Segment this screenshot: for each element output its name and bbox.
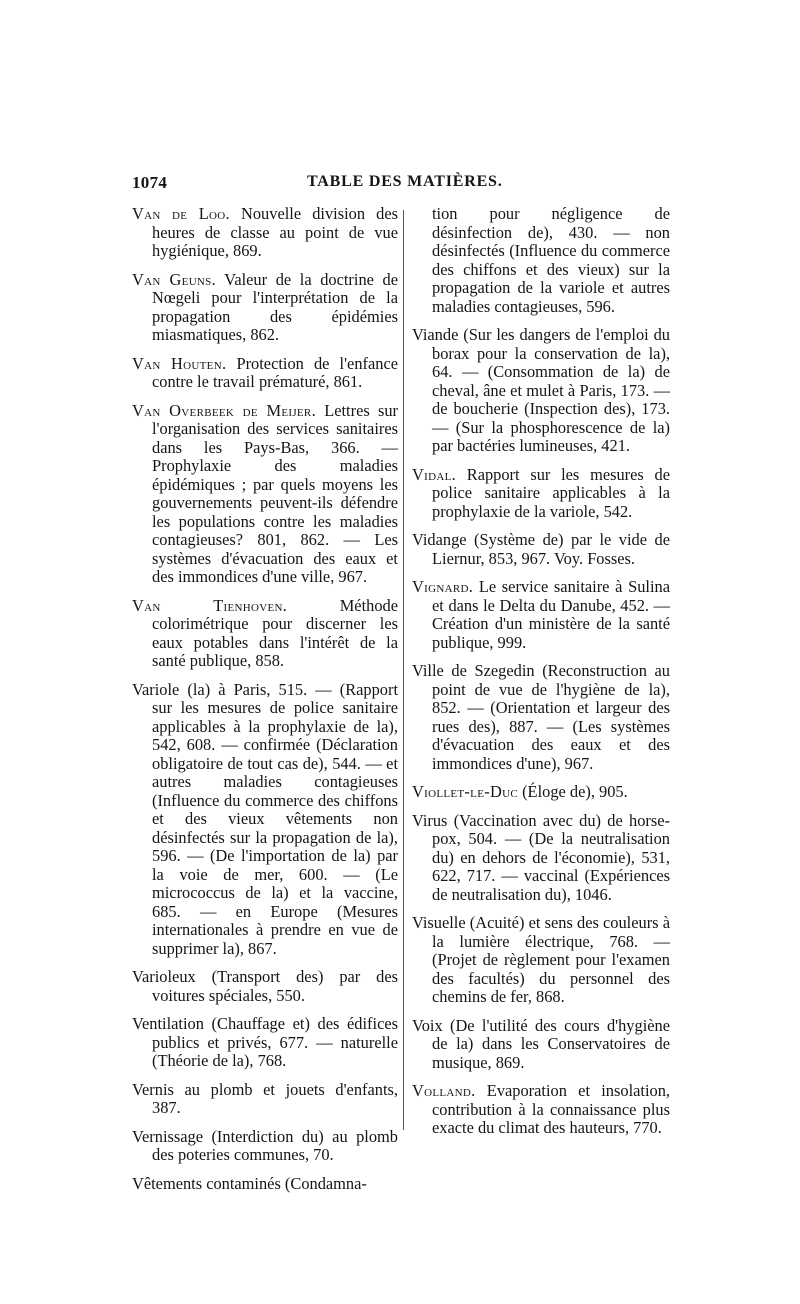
entry-heading: Vignard. xyxy=(412,577,474,596)
entry-text: Valeur de la doctrine de Nœgeli pour l'interprétation de la propagation des épidémies miasmatiques, 862. xyxy=(152,269,398,344)
entry-text: Nouvelle division des heures de classe au point de vue hygiénique, 869. xyxy=(152,204,398,260)
entry-heading: Van Houten. xyxy=(132,353,227,373)
index-entry xyxy=(132,271,398,345)
index-entry xyxy=(412,466,670,522)
column-divider xyxy=(403,210,404,1130)
index-entry xyxy=(412,1082,670,1138)
entry-text: Le service sanitaire à Sulina et dans le Delta du Danube, 452. — Création d'un ministère de la santé publique, 999. xyxy=(432,577,670,652)
index-entry xyxy=(412,1017,670,1073)
entry-text: Virus (Vaccination avec du) de horse-pox, 504. — (De la neutralisation du) en dehors de l'économie), 531, 622, 717. — vaccinal (Expériences de neutralisation du), 1046. xyxy=(412,810,670,904)
entry-text: Variole (la) à Paris, 515. — (Rapport sur les mesures de police sanitaire applicables à la prophylaxie de la), 542, 608. — confirmée (Déclaration obligatoire de tout cas de), 544. — et autres maladies contagieuses (Influence du commerce des chiffons et des vieux vêtements non désinfectés sur la propagation de la), 596. — (De l'importation de la) par la voie de mer, 600. — (Le micrococcus de la) et la vaccine, 685. — en Europe (Mesures internationales à prendre en vue de supprimer la), 867. xyxy=(132,679,398,958)
index-entry xyxy=(412,783,670,802)
entry-heading: Van Tienhoven. xyxy=(132,595,288,615)
entry-text: Voix (De l'utilité des cours d'hygiène de la) dans les Conservatoires de musique, 869. xyxy=(412,1015,670,1072)
entry-text: Lettres sur l'organisation des services sanitaires dans les Pays-Bas, 366. — Prophylaxie des maladies épidémiques ; par quels moyens les gouvernements peuvent-ils défendre les populations contre les maladies contagieuses? 801, 862. — Les systèmes d'évacuation des eaux et des immondices d'une ville, 967. xyxy=(152,400,398,586)
entry-text: Viande (Sur les dangers de l'emploi du borax pour la conservation de la), 64. — (Consommation de la) de cheval, âne et mulet à Paris, 173. — de boucherie (Inspection des), 173. — (Sur la phosphorescence de la) par bactéries lumineuses, 421. xyxy=(412,325,670,455)
entry-heading: Van Overbeek de Meijer. xyxy=(132,400,316,420)
index-entry xyxy=(412,205,670,316)
entry-text: Varioleux (Transport des) par des voitures spéciales, 550. xyxy=(132,967,398,1005)
entry-text: Vêtements contaminés (Condamna- xyxy=(132,1173,367,1193)
entry-text: Ville de Szegedin (Reconstruction au point de vue de l'hygiène de la), 852. — (Orientation et largeur des rues des), 887. — (Les systèmes d'évacuation des eaux et des immondices d'une), 967. xyxy=(412,661,670,773)
entry-text: Vidange (Système de) par le vide de Liernur, 853, 967. Voy. Fosses. xyxy=(412,530,670,568)
entry-text: Vernis au plomb et jouets d'enfants, 387. xyxy=(132,1079,398,1117)
entry-text: Méthode colorimétrique pour discerner les eaux potables dans l'intérêt de la santé publique, 858. xyxy=(152,595,398,670)
entry-text: Protection de l'enfance contre le travail prématuré, 861. xyxy=(152,353,399,391)
entry-text: Vernissage (Interdiction du) au plomb des poteries communes, 70. xyxy=(132,1126,398,1164)
index-entry xyxy=(132,1175,398,1194)
left-column xyxy=(132,205,398,1203)
index-entry xyxy=(132,205,398,261)
page-header xyxy=(0,173,800,197)
index-entry xyxy=(412,812,670,905)
entry-heading: Viollet-le-Duc xyxy=(412,782,518,801)
entry-heading: Van de Loo. xyxy=(132,204,230,223)
entry-text: Visuelle (Acuité) et sens des couleurs à la lumière électrique, 768. — (Projet de règlement pour l'examen des facultés) du personnel des chemins de fer, 868. xyxy=(412,913,670,1006)
entry-text: tion pour négligence de désinfection de), 430. — non désinfectés (Influence du commerce des chiffons et des vieux) sur la propagation de la variole et autres maladies contagieuses, 596. xyxy=(432,204,670,316)
index-entry xyxy=(412,662,670,773)
entry-text: Evaporation et insolation, contribution à la connaissance plus exacte du climat des hauteurs, 770. xyxy=(432,1081,670,1137)
entry-text: Ventilation (Chauffage et) des édifices publics et privés, 677. — naturelle (Théorie de la), 768. xyxy=(132,1014,398,1070)
index-entry xyxy=(132,968,398,1005)
index-entry xyxy=(132,597,398,671)
page-number: 1074 xyxy=(132,173,168,192)
entry-heading: Van Geuns. xyxy=(132,269,216,289)
index-entry xyxy=(412,578,670,652)
index-entry xyxy=(132,1015,398,1071)
index-entry xyxy=(412,914,670,1007)
running-title: TABLE DES MATIÈRES. xyxy=(307,173,503,190)
right-column xyxy=(412,205,670,1148)
index-entry xyxy=(132,681,398,959)
entry-heading: Volland. xyxy=(412,1081,476,1100)
entry-heading: Vidal. xyxy=(412,464,457,484)
index-entry xyxy=(412,326,670,456)
entry-text: Rapport sur les mesures de police sanitaire applicables à la prophylaxie de la variole, 542. xyxy=(432,464,670,521)
entry-text: (Éloge de), 905. xyxy=(518,782,628,801)
index-entry xyxy=(132,1081,398,1118)
index-entry xyxy=(412,531,670,568)
index-entry xyxy=(132,1128,398,1165)
index-entry xyxy=(132,402,398,587)
index-entry xyxy=(132,355,398,392)
